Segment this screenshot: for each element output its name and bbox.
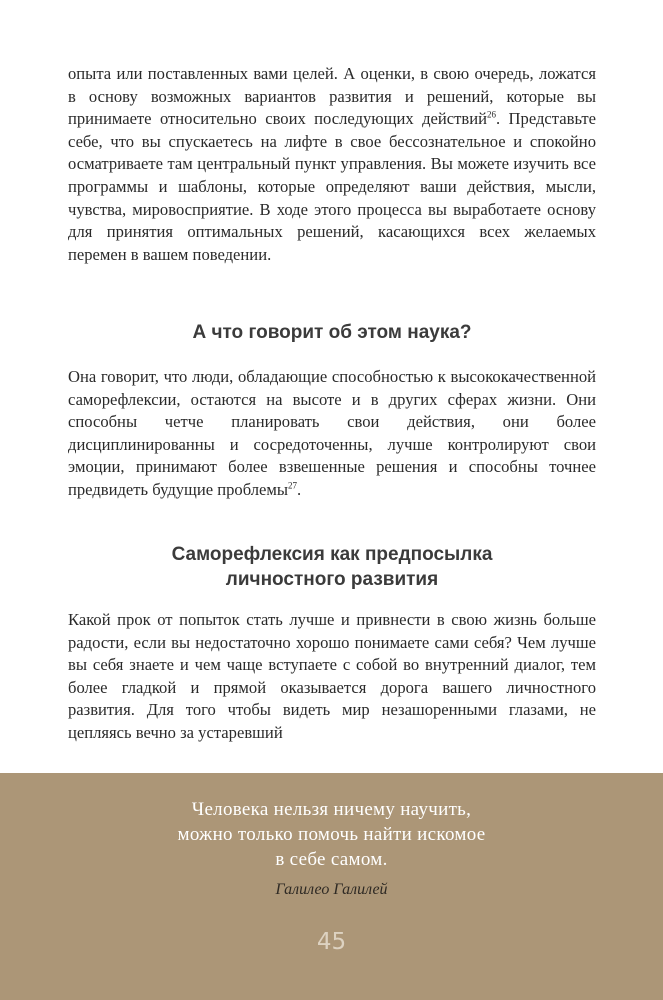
quote-line-3: в себе самом. (275, 849, 388, 870)
page-number: 45 (316, 929, 347, 955)
quote-band (0, 773, 663, 1000)
footnote-marker-26[interactable]: 26 (486, 109, 496, 120)
paragraph-1-text-a: опыта или поставленных вами целей. А оценки, в свою очередь, ложатся в основу возможных вариантов развития и решений, которые вы принимаете относительно своих последующих действий (68, 64, 596, 129)
quote-line-1: Человека нельзя ничему научить, (191, 799, 472, 820)
section-heading-self-reflection (68, 542, 596, 592)
quote-line-2: можно только помочь найти искомое (177, 824, 486, 845)
paragraph-1 (68, 63, 596, 266)
footnote-marker-27[interactable]: 27 (288, 480, 298, 491)
paragraph-2-text-b: . (297, 479, 302, 499)
section-heading-line-1: Саморефлексия как предпосылка (171, 544, 493, 565)
section-heading-line-2: личностного развития (225, 569, 439, 590)
paragraph-2 (68, 366, 596, 502)
paragraph-2-text-a: Она говорит, что люди, обладающие способностью к высококачественной саморефлексии, остаются на высоте и в других сферах жизни. Они способны четче планировать свои действия, они более дисциплинированны и сосредоточенны, лучше контролируют свои эмоции, принимают более взвешенные решения и способны точнее предвидеть будущие проблемы (68, 367, 596, 499)
quote-author: Галилео Галилей (275, 881, 388, 898)
section-heading-science: А что говорит об этом наука? (192, 322, 472, 343)
paragraph-1-text-b: . Представьте себе, что вы спускаетесь на лифте в свое бессознательное и спокойно осматриваете там центральный пункт управления. Вы можете изучить все программы и шаблоны, которые определяют ваши действия, мысли, чувства, мировосприятие. В ходе этого процесса вы выработаете основу для принятия оптимальных решений, касающихся всех желаемых перемен в вашем поведении. (68, 109, 596, 264)
quote-text (0, 797, 663, 872)
paragraph-3: Какой прок от попыток стать лучше и привнести в свою жизнь больше радости, если вы недостаточно хорошо понимаете сами себя? Чем лучше вы себя знаете и чем чаще вступаете с собой во внутренний диалог, тем более гладкой и прямой оказывается дорога вашего личностного развития. Для того чтобы видеть мир незашоренными глазами, не цепляясь вечно за устаревший (68, 610, 596, 742)
